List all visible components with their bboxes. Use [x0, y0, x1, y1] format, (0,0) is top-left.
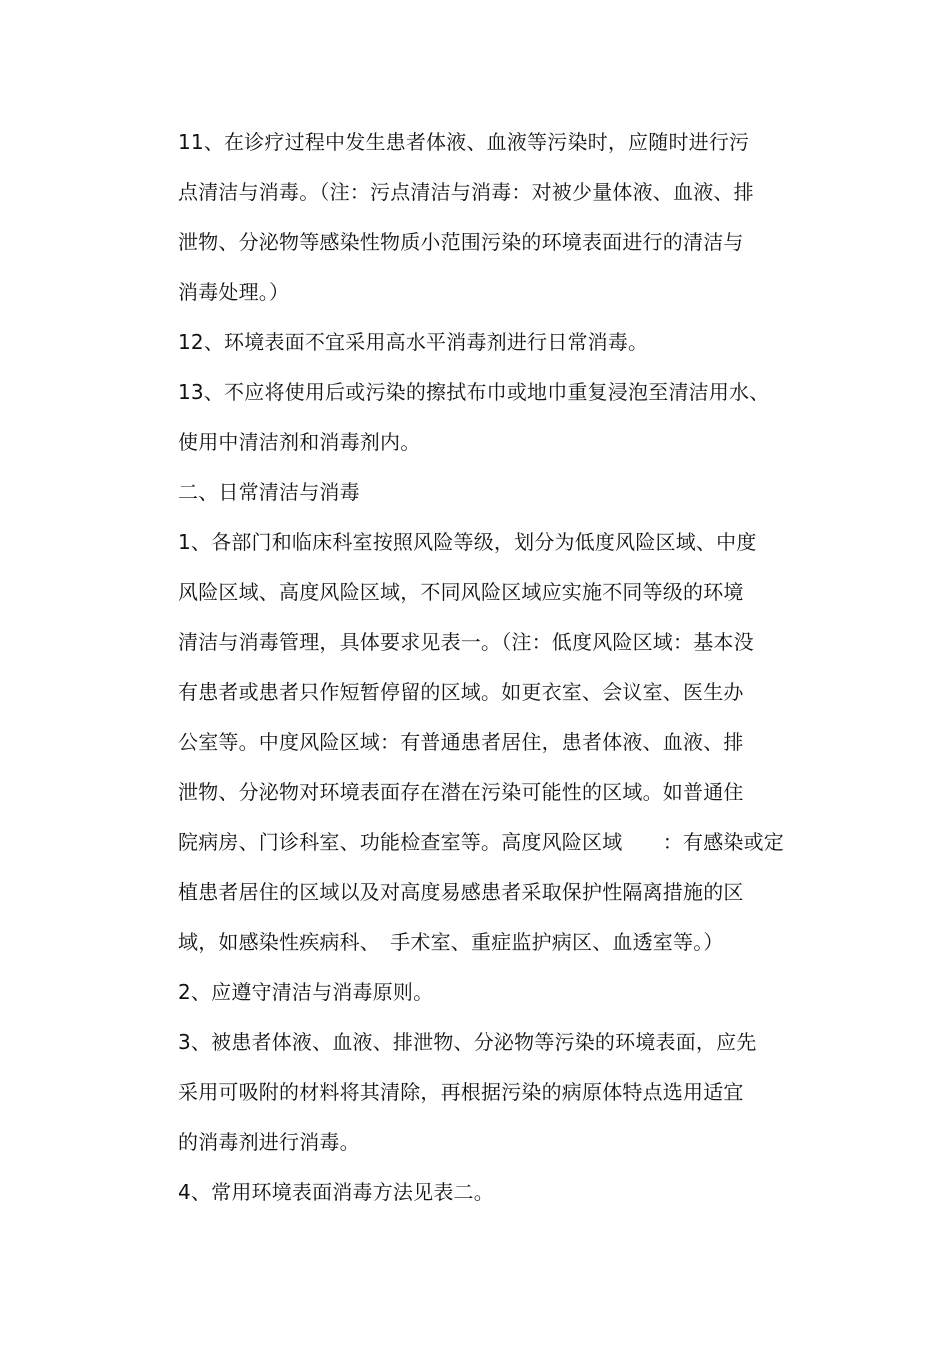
- paragraph-line: 采用可吸附的材料将其清除，再根据污染的病原体特点选用适宜: [178, 1080, 744, 1104]
- section-heading: 二、日常清洁与消毒: [178, 480, 360, 504]
- paragraph-line: 泄物、分泌物等感染性物质小范围污染的环境表面进行的清洁与: [178, 230, 744, 254]
- paragraph-line: 院病房、门诊科室、功能检查室等。高度风险区域 ：有感染或定: [178, 830, 784, 854]
- paragraph-line: 3、被患者体液、血液、排泄物、分泌物等污染的环境表面，应先: [178, 1030, 757, 1054]
- paragraph-line: 消毒处理。）: [178, 280, 290, 304]
- paragraph-line: 风险区域、高度风险区域，不同风险区域应实施不同等级的环境: [178, 580, 744, 604]
- paragraph-line: 清洁与消毒管理，具体要求见表一。（注：低度风险区域：基本没: [178, 630, 754, 654]
- paragraph-line: 11、在诊疗过程中发生患者体液、血液等污染时，应随时进行污: [178, 130, 750, 154]
- paragraph-line: 域，如感染性疾病科、 手术室、重症监护病区、血透室等。）: [178, 930, 724, 954]
- paragraph-line: 1、各部门和临床科室按照风险等级，划分为低度风险区域、中度: [178, 530, 757, 554]
- paragraph-line: 点清洁与消毒。（注：污点清洁与消毒：对被少量体液、血液、排: [178, 180, 754, 204]
- paragraph-line: 2、应遵守清洁与消毒原则。: [178, 980, 434, 1004]
- paragraph-line: 13、不应将使用后或污染的擦拭布巾或地巾重复浸泡至清洁用水、: [178, 380, 770, 404]
- paragraph-line: 有患者或患者只作短暂停留的区域。如更衣室、会议室、医生办: [178, 680, 744, 704]
- paragraph-line: 的消毒剂进行消毒。: [178, 1130, 360, 1154]
- paragraph-line: 使用中清洁剂和消毒剂内。: [178, 430, 421, 454]
- paragraph-line: 12、环境表面不宜采用高水平消毒剂进行日常消毒。: [178, 330, 649, 354]
- paragraph-line: 4、常用环境表面消毒方法见表二。: [178, 1180, 494, 1204]
- paragraph-line: 植患者居住的区域以及对高度易感患者采取保护性隔离措施的区: [178, 880, 744, 904]
- paragraph-line: 泄物、分泌物对环境表面存在潜在污染可能性的区域。如普通住: [178, 780, 744, 804]
- paragraph-line: 公室等。中度风险区域：有普通患者居住，患者体液、血液、排: [178, 730, 744, 754]
